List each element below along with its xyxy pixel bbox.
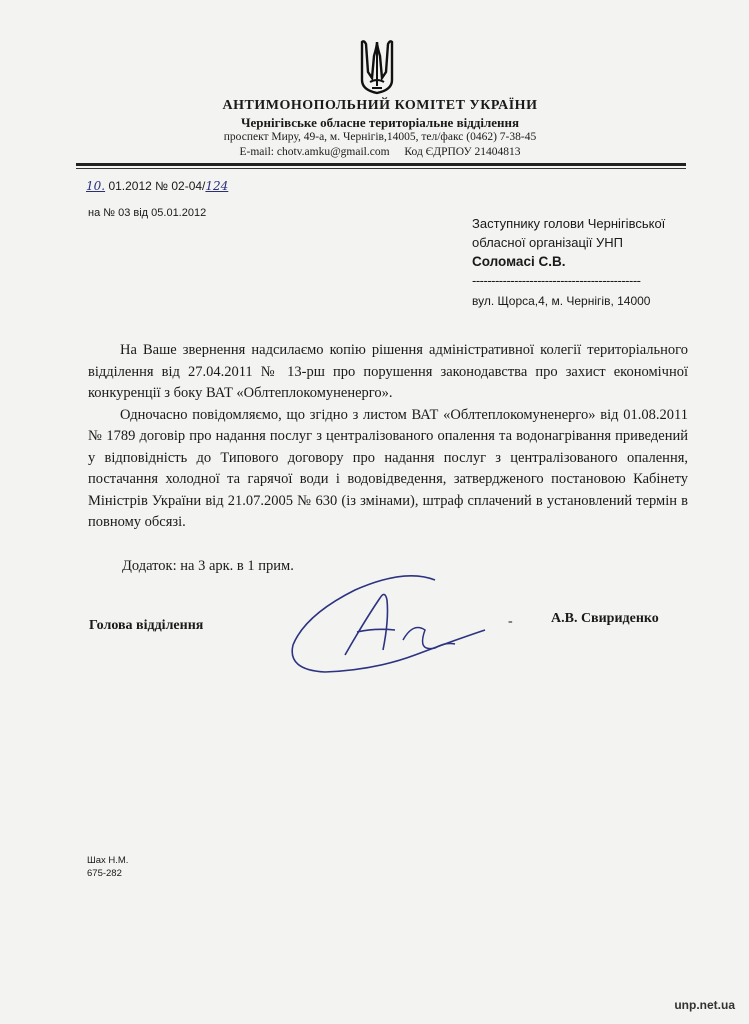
addressee-street: вул. Щорса,4, м. Чернігів, 14000 [472,294,651,308]
addressee-line1: Заступнику голови Чернігівської [472,216,666,231]
handwritten-number: 124 [205,179,229,193]
ref-date-number: 01.2012 № 02-04/ [108,179,206,193]
handwritten-day: 10. [86,179,106,193]
outgoing-reference [86,179,228,193]
handwritten-signature [285,560,495,685]
org-edrpou: Код ЄДРПОУ 21404813 [404,146,521,158]
header-rule-thick [76,163,686,166]
executor-info [87,854,128,880]
trident-emblem [356,38,398,96]
org-email: E-mail: chotv.amku@gmail.com [239,146,390,158]
org-name: АНТИМОНОПОЛЬНИЙ КОМІТЕТ УКРАЇНИ [222,98,538,113]
attachment-note: Додаток: на 3 арк. в 1 прим. [122,558,294,574]
addressee-name: Соломасі С.В. [472,254,566,269]
org-address: проспект Миру, 49-а, м. Чернігів,14005, тел/факс (0462) 7-38-45 [223,131,537,143]
reply-reference: на № 03 від 05.01.2012 [88,207,207,219]
site-watermark: unp.net.ua [674,998,735,1012]
addressee-block [472,214,702,311]
signatory-title: Голова відділення [89,618,204,633]
header-rule-thin [76,168,686,169]
letter-body [88,340,688,534]
executor-phone: 675-282 [87,868,122,879]
signature-dash: - [508,614,513,629]
org-contacts [180,146,580,158]
branch-name: Чернігівське обласне територіальне відділення [240,115,520,130]
executor-name: Шах Н.М. [87,855,129,866]
body-paragraph-1: На Ваше звернення надсилаємо копію рішення адміністративної колегії територіального відділення від 27.04.2011 № 13-рш про порушення законодавства про захист економічної конкуренції з боку ВАТ «Облтеплокомуненерго». [88,342,688,401]
addressee-dash-line: -------------------------------------------- [472,273,641,288]
body-paragraph-2: Одночасно повідомляємо, що згідно з листом ВАТ «Облтеплокомуненерго» від 01.08.2011 № 1789 договір про надання послуг з централізованого опалення та водонагрівання приведений у відповідність до Типового договору про надання послуг з централізованого опалення, постачання холодної та гарячої води і водовідведення, затвердженого постановою Кабінету Міністрів України від 21.07.2005 № 630 (із змінами), штраф сплачений в установлений термін в повному обсязі. [88,406,688,530]
signatory-name: А.В. Свириденко [551,611,659,626]
addressee-line2: обласної організації УНП [472,235,623,250]
